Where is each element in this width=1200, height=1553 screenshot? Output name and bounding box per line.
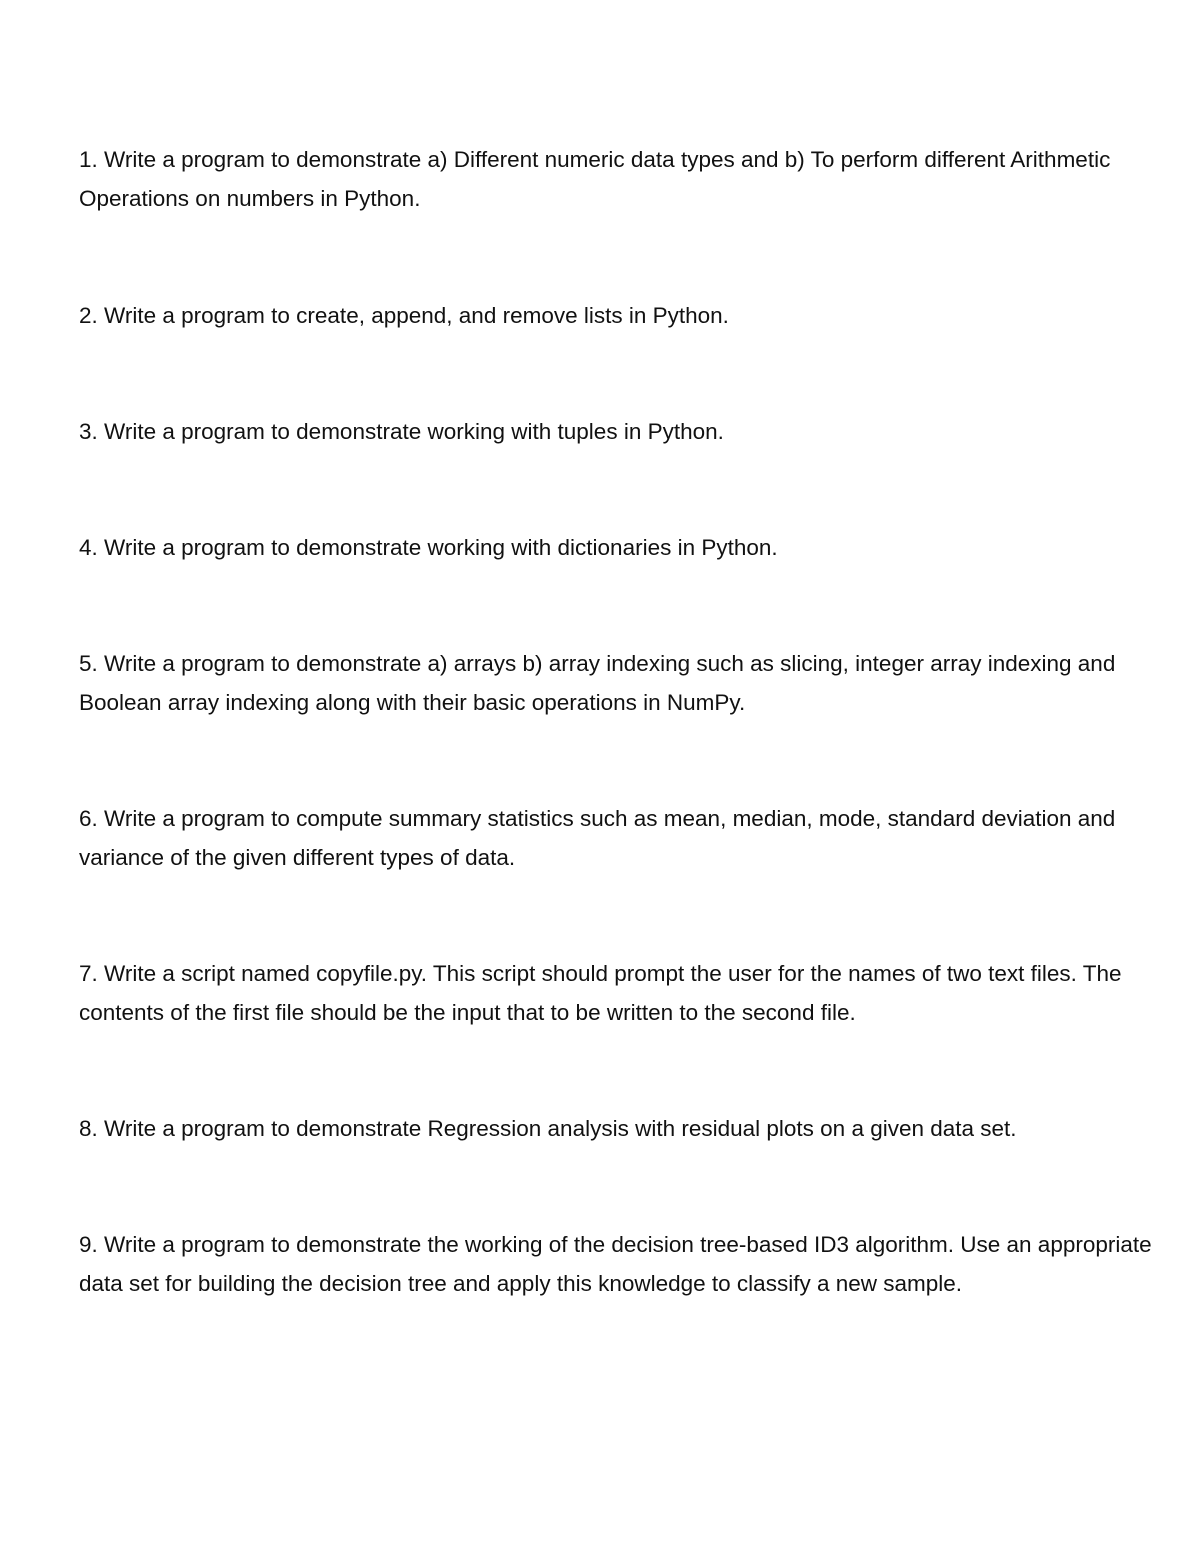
list-item-9: 9. Write a program to demonstrate the working of the decision tree-based ID3 algorithm. Use an appropriate data set for building the decision tree and apply this knowledge to classify a new sample. — [79, 1232, 1152, 1296]
list-item-5: 5. Write a program to demonstrate a) arrays b) array indexing such as slicing, integer array indexing and Boolean array indexing along with their basic operations in NumPy. — [79, 651, 1116, 715]
list-item-1: 1. Write a program to demonstrate a) Different numeric data types and b) To perform different Arithmetic Operations on numbers in Python. — [79, 147, 1111, 211]
list-item-7: 7. Write a script named copyfile.py. This script should prompt the user for the names of two text files. The contents of the first file should be the input that to be written to the second file. — [79, 961, 1122, 1025]
list-item-3: 3. Write a program to demonstrate working with tuples in Python. — [79, 419, 724, 444]
list-item-2: 2. Write a program to create, append, and remove lists in Python. — [79, 303, 729, 328]
list-item-8: 8. Write a program to demonstrate Regression analysis with residual plots on a given data set. — [79, 1116, 1017, 1141]
list-item-6: 6. Write a program to compute summary statistics such as mean, median, mode, standard deviation and variance of the given different types of data. — [79, 806, 1116, 870]
list-item-4: 4. Write a program to demonstrate working with dictionaries in Python. — [79, 535, 778, 560]
